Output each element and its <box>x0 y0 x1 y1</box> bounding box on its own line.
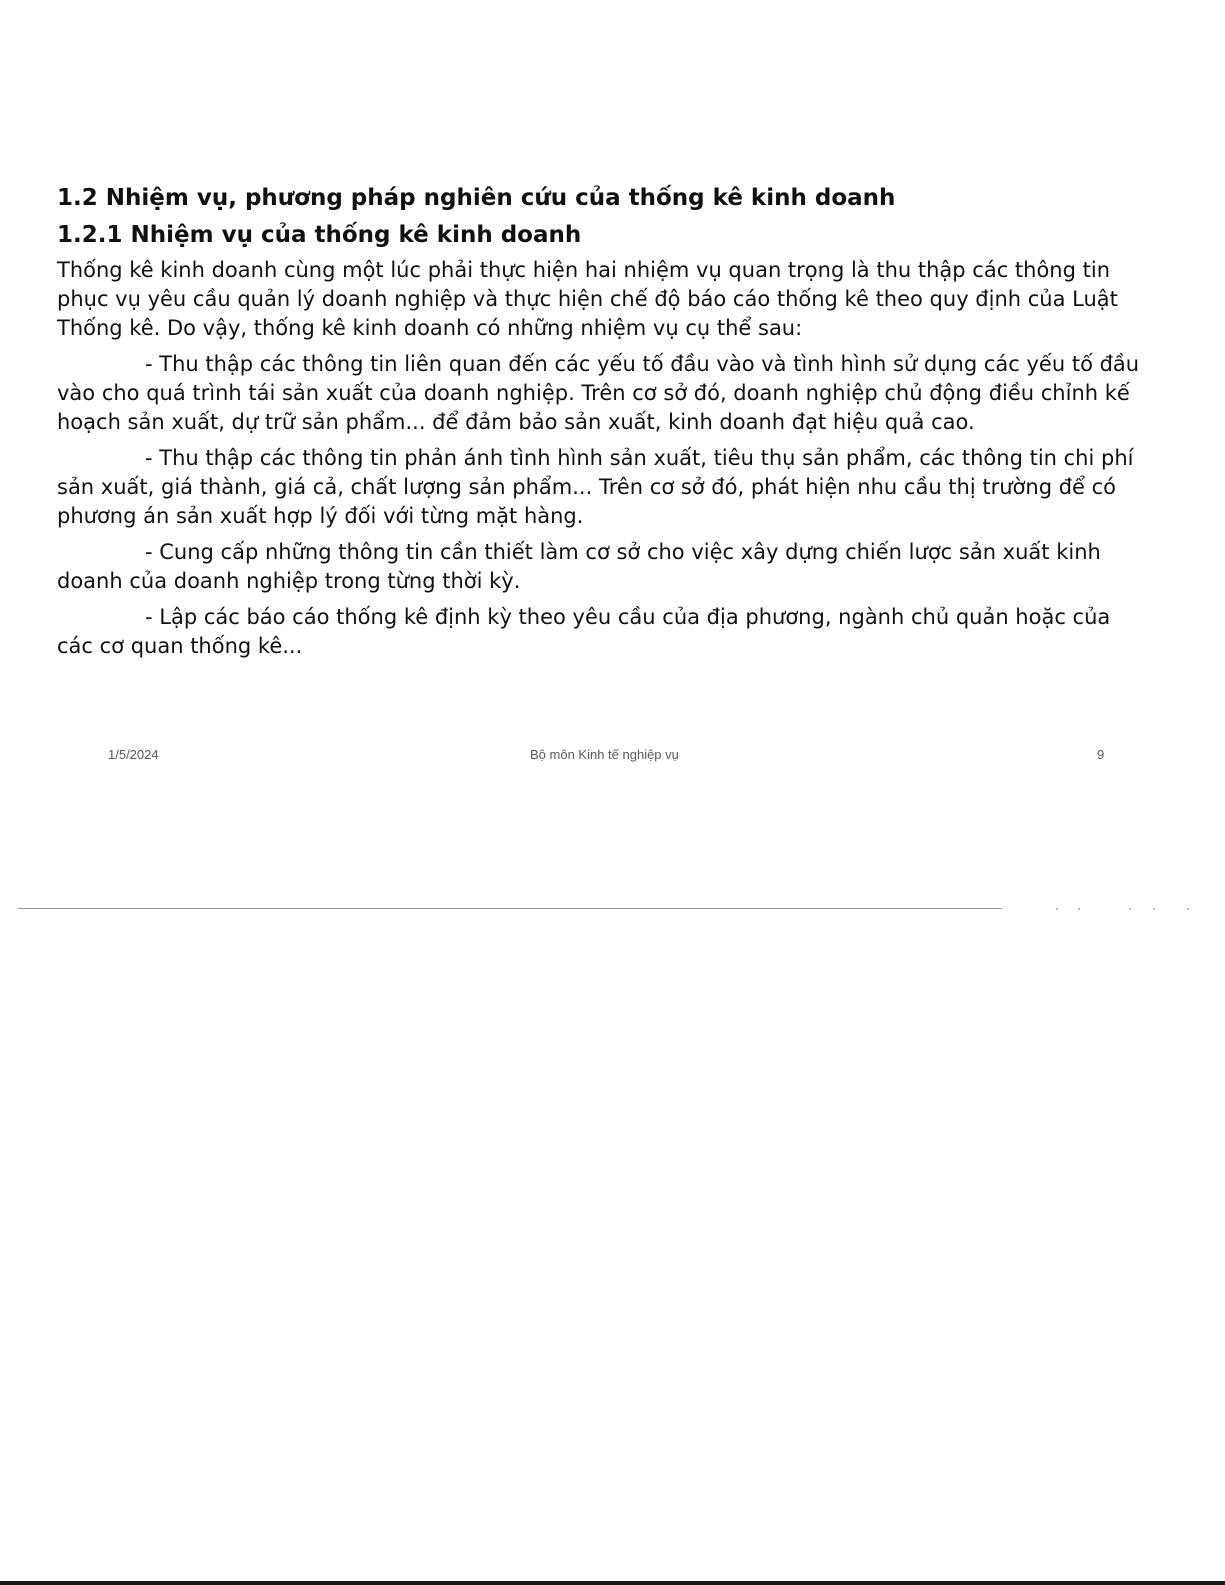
task-item-1: - Thu thập các thông tin liên quan đến các yếu tố đầu vào và tình hình sử dụng các yếu tố đầu vào cho quá trình tái sản xuất của doanh nghiệp. Trên cơ sở đó, doanh nghiệp chủ động điều chỉnh kế hoạch sản xuất, dự trữ sản phẩm... để đảm bảo sản xuất, kinh doanh đạt hiệu quả cao. <box>57 352 1140 434</box>
section-heading: 1.2 Nhiệm vụ, phương pháp nghiên cứu của thống kê kinh doanh <box>57 185 896 211</box>
footer-department: Bộ môn Kinh tế nghiệp vụ <box>530 747 679 762</box>
subsection-heading: 1.2.1 Nhiệm vụ của thống kê kinh doanh <box>57 222 582 248</box>
footer-page-number: 9 <box>1097 747 1105 762</box>
divider-specks <box>1050 907 1200 911</box>
bottom-border <box>0 1581 1225 1585</box>
slide-divider <box>18 908 1002 909</box>
task-item-4: - Lập các báo cáo thống kê định kỳ theo yêu cầu của địa phương, ngành chủ quản hoặc của các cơ quan thống kê... <box>57 605 1111 658</box>
intro-paragraph: Thống kê kinh doanh cùng một lúc phải thực hiện hai nhiệm vụ quan trọng là thu thập các thông tin phục vụ yêu cầu quản lý doanh nghiệp và thực hiện chế độ báo cáo thống kê theo quy định của Luật Thống kê. Do vậy, thống kê kinh doanh có những nhiệm vụ cụ thể sau: <box>57 258 1118 340</box>
task-item-3: - Cung cấp những thông tin cần thiết làm cơ sở cho việc xây dựng chiến lược sản xuất kinh doanh của doanh nghiệp trong từng thời kỳ. <box>57 540 1101 593</box>
footer-date: 1/5/2024 <box>108 747 159 762</box>
task-item-2: - Thu thập các thông tin phản ánh tình hình sản xuất, tiêu thụ sản phẩm, các thông tin chi phí sản xuất, giá thành, giá cả, chất lượng sản phẩm... Trên cơ sở đó, phát hiện nhu cầu thị trường để có phương án sản xuất hợp lý đối với từng mặt hàng. <box>57 446 1134 528</box>
body-text <box>57 256 1147 668</box>
